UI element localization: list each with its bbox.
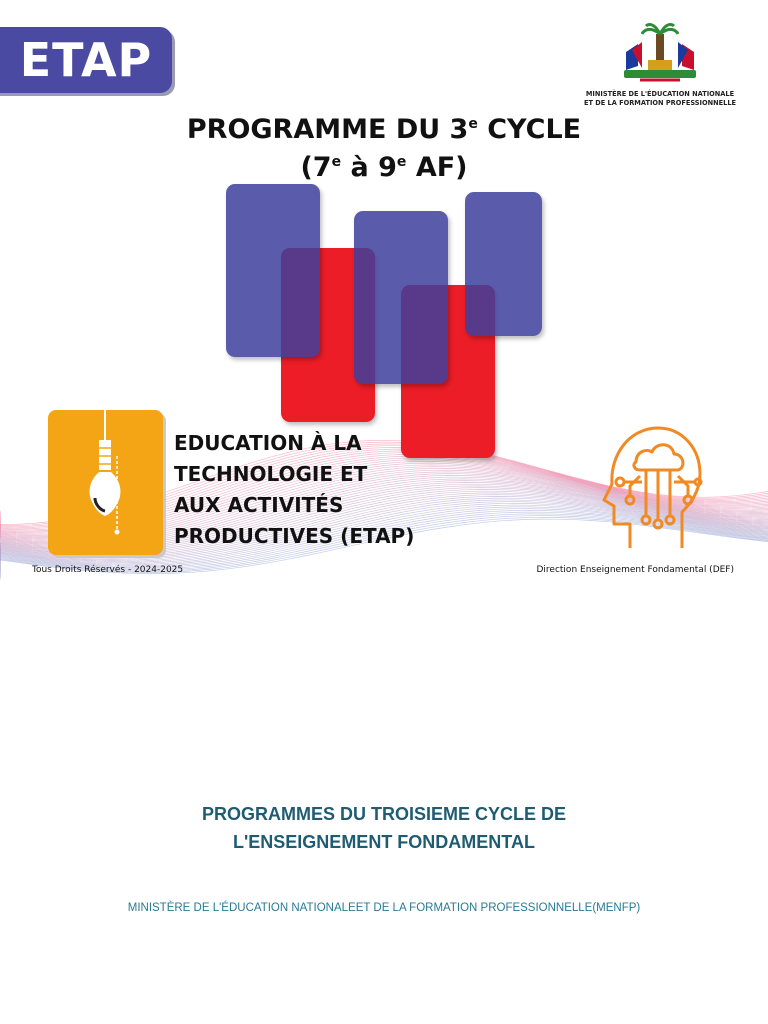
title-sup: e <box>396 154 407 170</box>
title-text: AF) <box>406 152 468 183</box>
ministry-caption-line2: ET DE LA FORMATION PROFESSIONNELLE <box>583 99 737 107</box>
etap-badge: ETAP <box>0 27 172 93</box>
title-line2 <box>100 146 668 184</box>
copyright-text: Tous Droits Réservés - 2024-2025 <box>32 565 184 575</box>
blue-block-right <box>465 192 542 336</box>
programs-heading-line1: PROGRAMMES DU TROISIEME CYCLE DE <box>201 804 567 824</box>
title-text: PROGRAMME DU 3 <box>186 114 469 145</box>
title-sup: e <box>331 154 342 170</box>
title-text: CYCLE <box>477 114 582 145</box>
coat-of-arms-icon <box>620 22 700 86</box>
page-title <box>100 108 668 184</box>
subject-line: EDUCATION À LA <box>174 431 362 455</box>
title-text: à 9 <box>341 152 397 183</box>
programs-heading-line2: L'ENSEIGNEMENT FONDAMENTAL <box>233 832 535 852</box>
ai-head-icon <box>590 420 705 550</box>
direction-text: Direction Enseignement Fondamental (DEF) <box>536 565 734 575</box>
blue-block-middle <box>354 211 448 384</box>
blue-block-left <box>226 184 320 357</box>
title-sup: e <box>468 116 478 132</box>
lightbulb-icon <box>48 410 163 555</box>
subject-line: AUX ACTIVITÉS <box>174 493 344 517</box>
title-line1 <box>100 108 668 146</box>
subject-title <box>174 428 434 552</box>
title-text: (7 <box>300 152 332 183</box>
ministry-caption-line1: MINISTÈRE DE L'ÉDUCATION NATIONALE <box>585 90 735 98</box>
ministry-full-name: MINISTÈRE DE L'ÉDUCATION NATIONALEET DE LA FORMATION PROFESSIONNELLE(MENFP) <box>127 902 641 914</box>
ministry-caption <box>575 90 745 108</box>
programs-heading <box>100 800 668 856</box>
subject-line: TECHNOLOGIE ET <box>174 462 368 486</box>
subject-line: PRODUCTIVES (ETAP) <box>174 524 415 548</box>
lightbulb-tile <box>48 410 163 555</box>
